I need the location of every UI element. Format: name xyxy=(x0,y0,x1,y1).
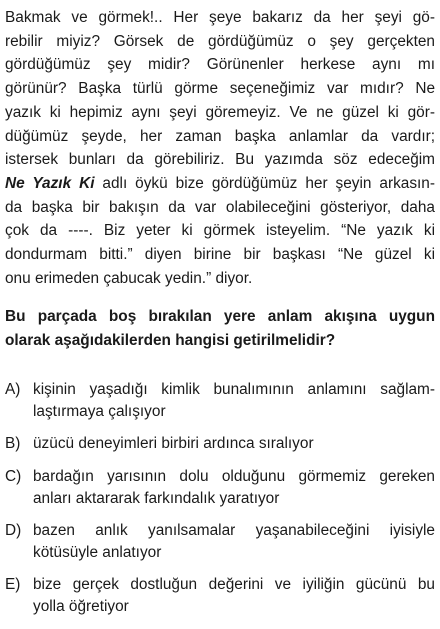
option-line: yolla öğretiyor xyxy=(33,598,129,616)
option-text xyxy=(33,574,435,618)
option-letter: D) xyxy=(5,522,22,540)
option-b[interactable] xyxy=(5,433,435,455)
answer-options xyxy=(5,379,435,619)
option-line: üzücü deneyimleri birbiri ardınca sıralıyor xyxy=(33,435,314,453)
option-line: kötüsüyle anlatıyor xyxy=(33,544,162,562)
option-line: bardağın yarısının dolu olduğunu görmemiz gereken xyxy=(33,467,435,485)
option-letter: B) xyxy=(5,435,21,453)
option-letter: A) xyxy=(5,380,21,398)
option-text xyxy=(33,379,435,423)
option-line: laştırmaya çalışıyor xyxy=(33,402,166,420)
option-text xyxy=(33,433,435,455)
question-stem xyxy=(5,305,435,352)
passage-line xyxy=(5,172,435,196)
option-e[interactable] xyxy=(5,574,435,618)
reading-passage xyxy=(5,0,435,290)
passage-line-text: adlı öykü bize gördüğümüz her şeyin arkasın- xyxy=(94,174,435,192)
option-text xyxy=(33,466,435,510)
option-c[interactable] xyxy=(5,466,435,510)
option-a[interactable] xyxy=(5,379,435,423)
passage-line: görünür? Başka türlü görme seçeneğimiz var mıdır? Ne xyxy=(5,80,435,98)
option-line: bazen anlık yanılsamalar yaşanabileceğini iyisiyle xyxy=(33,522,435,540)
passage-line: istersek bunları da görebiliriz. Bu yazımda söz edeceğim xyxy=(5,151,435,169)
passage-line: Bakmak ve görmek!.. Her şeye bakarız da her şeyi gö- xyxy=(5,9,435,26)
option-d[interactable] xyxy=(5,520,435,564)
passage-line: da başka bir bakışın da var olabileceğini gösteriyor, daha xyxy=(5,198,435,216)
passage-line: yazık ki hepimiz aynı şeyi göremeyiz. Ve ne güzel ki gör- xyxy=(5,103,435,121)
option-text xyxy=(33,520,435,564)
option-line: bize gerçek dostluğun değerini ve iyiliğin gücünü bu xyxy=(33,576,435,594)
passage-line: dondurmam bitti.” diyen birine bir başkası “Ne güzel ki xyxy=(5,246,435,264)
option-line: kişinin yaşadığı kimlik bunalımının anlamını sağlam- xyxy=(33,380,435,398)
question-page xyxy=(5,0,435,629)
passage-line: rebilir miyiz? Görsek de gördüğümüz o şey gerçekten xyxy=(5,32,435,50)
passage-line: düğümüz şeyde, her zaman başka anlamlar da vardır; xyxy=(5,127,435,145)
passage-line: gördüğümüz şey midir? Görünenler herkese aynı mı xyxy=(5,56,435,74)
option-letter: E) xyxy=(5,576,21,594)
question-line: Bu parçada boş bırakılan yere anlam akışına uygun xyxy=(5,308,435,326)
passage-line: çok da ----. Biz yeter ki görmek isteyelim. “Ne yazık ki xyxy=(5,222,435,240)
option-line: anları aktararak farkındalık yaratıyor xyxy=(33,489,280,507)
option-letter: C) xyxy=(5,467,22,485)
story-title: Ne Yazık Ki xyxy=(5,174,95,192)
passage-line: onu erimeden çabucak yedin.” diyor. xyxy=(5,269,253,287)
question-line: olarak aşağıdakilerden hangisi getirilmelidir? xyxy=(5,332,336,350)
